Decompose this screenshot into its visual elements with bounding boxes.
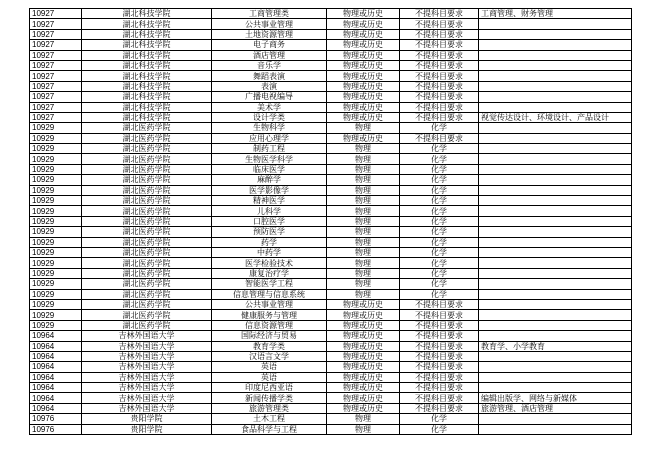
school-code-cell: 10929 [30,279,82,289]
table-row [30,362,632,372]
first-subject-cell: 物理或历史 [327,29,400,39]
second-subject-cell: 不提科目要求 [400,362,479,372]
note-cell [479,133,632,143]
school-name-cell: 湖北科技学院 [82,50,212,60]
school-code-cell: 10929 [30,258,82,268]
table-row [30,227,632,237]
school-name-cell: 湖北医药学院 [82,279,212,289]
second-subject-cell: 不提科目要求 [400,383,479,393]
second-subject-cell: 化学 [400,206,479,216]
major-cell: 精神医学 [212,196,327,206]
first-subject-cell: 物理或历史 [327,310,400,320]
school-name-cell: 湖北医药学院 [82,196,212,206]
school-code-cell: 10927 [30,60,82,70]
school-name-cell: 湖北医药学院 [82,247,212,257]
second-subject-cell: 化学 [400,279,479,289]
school-code-cell: 10927 [30,92,82,102]
school-code-cell: 10976 [30,414,82,424]
first-subject-cell: 物理或历史 [327,393,400,403]
school-code-cell: 10964 [30,372,82,382]
school-name-cell: 吉林外国语大学 [82,393,212,403]
school-name-cell: 吉林外国语大学 [82,341,212,351]
major-cell: 临床医学 [212,164,327,174]
table-row [30,102,632,112]
first-subject-cell: 物理 [327,414,400,424]
table-row [30,133,632,143]
note-cell [479,320,632,330]
school-name-cell: 湖北医药学院 [82,164,212,174]
school-name-cell: 湖北医药学院 [82,299,212,309]
first-subject-cell: 物理 [327,196,400,206]
note-cell [479,40,632,50]
first-subject-cell: 物理 [327,164,400,174]
second-subject-cell: 不提科目要求 [400,71,479,81]
first-subject-cell: 物理 [327,424,400,434]
second-subject-cell: 不提科目要求 [400,320,479,330]
note-cell: 教育学、小学教育 [479,341,632,351]
first-subject-cell: 物理或历史 [327,299,400,309]
table-row [30,164,632,174]
note-cell [479,196,632,206]
school-name-cell: 湖北医药学院 [82,237,212,247]
school-name-cell: 湖北科技学院 [82,71,212,81]
note-cell [479,206,632,216]
school-code-cell: 10964 [30,403,82,413]
school-name-cell: 吉林外国语大学 [82,383,212,393]
school-name-cell: 湖北医药学院 [82,123,212,133]
note-cell: 视觉传达设计、环境设计、产品设计 [479,112,632,122]
first-subject-cell: 物理 [327,144,400,154]
major-cell: 医学影像学 [212,185,327,195]
major-cell: 电子商务 [212,40,327,50]
school-code-cell: 10929 [30,175,82,185]
school-name-cell: 湖北科技学院 [82,60,212,70]
school-name-cell: 湖北医药学院 [82,144,212,154]
table-row [30,351,632,361]
major-cell: 信息管理与信息系统 [212,289,327,299]
major-cell: 音乐学 [212,60,327,70]
note-cell [479,144,632,154]
school-name-cell: 吉林外国语大学 [82,372,212,382]
table-body [30,9,632,435]
school-name-cell: 湖北科技学院 [82,29,212,39]
school-code-cell: 10927 [30,19,82,29]
note-cell [479,247,632,257]
school-code-cell: 10964 [30,362,82,372]
first-subject-cell: 物理或历史 [327,383,400,393]
major-cell: 应用心理学 [212,133,327,143]
major-cell: 公共事业管理 [212,19,327,29]
first-subject-cell: 物理或历史 [327,341,400,351]
table-row [30,372,632,382]
first-subject-cell: 物理或历史 [327,19,400,29]
major-cell: 设计学类 [212,112,327,122]
school-name-cell: 湖北医药学院 [82,289,212,299]
major-cell: 土地资源管理 [212,29,327,39]
note-cell: 编辑出版学、网络与新媒体 [479,393,632,403]
school-code-cell: 10964 [30,393,82,403]
second-subject-cell: 不提科目要求 [400,341,479,351]
major-cell: 教育学类 [212,341,327,351]
second-subject-cell: 化学 [400,154,479,164]
school-name-cell: 贵阳学院 [82,424,212,434]
second-subject-cell: 不提科目要求 [400,112,479,122]
school-code-cell: 10929 [30,310,82,320]
school-name-cell: 湖北医药学院 [82,133,212,143]
table-row [30,341,632,351]
school-name-cell: 湖北医药学院 [82,268,212,278]
second-subject-cell: 化学 [400,175,479,185]
second-subject-cell: 不提科目要求 [400,403,479,413]
table-row [30,289,632,299]
school-code-cell: 10964 [30,351,82,361]
school-name-cell: 吉林外国语大学 [82,351,212,361]
school-code-cell: 10927 [30,71,82,81]
second-subject-cell: 化学 [400,268,479,278]
table-row [30,424,632,434]
major-cell: 印度尼西亚语 [212,383,327,393]
note-cell [479,414,632,424]
first-subject-cell: 物理 [327,154,400,164]
note-cell [479,71,632,81]
school-code-cell: 10964 [30,341,82,351]
table-row [30,92,632,102]
second-subject-cell: 化学 [400,164,479,174]
school-name-cell: 湖北医药学院 [82,310,212,320]
first-subject-cell: 物理 [327,289,400,299]
table-row [30,320,632,330]
second-subject-cell: 不提科目要求 [400,9,479,19]
table-row [30,81,632,91]
note-cell [479,185,632,195]
major-cell: 汉语言文学 [212,351,327,361]
school-name-cell: 湖北医药学院 [82,216,212,226]
note-cell [479,19,632,29]
school-name-cell: 湖北科技学院 [82,9,212,19]
second-subject-cell: 化学 [400,289,479,299]
first-subject-cell: 物理 [327,216,400,226]
second-subject-cell: 不提科目要求 [400,299,479,309]
note-cell [479,175,632,185]
note-cell: 旅游管理、酒店管理 [479,403,632,413]
table-row [30,216,632,226]
first-subject-cell: 物理或历史 [327,92,400,102]
major-cell: 新闻传播学类 [212,393,327,403]
second-subject-cell: 化学 [400,247,479,257]
table-row [30,19,632,29]
school-code-cell: 10929 [30,237,82,247]
school-name-cell: 湖北科技学院 [82,40,212,50]
first-subject-cell: 物理 [327,237,400,247]
note-cell [479,331,632,341]
major-cell: 国际经济与贸易 [212,331,327,341]
major-cell: 公共事业管理 [212,299,327,309]
school-name-cell: 贵阳学院 [82,414,212,424]
note-cell [479,362,632,372]
first-subject-cell: 物理 [327,206,400,216]
second-subject-cell: 化学 [400,216,479,226]
table-row [30,50,632,60]
major-cell: 麻醉学 [212,175,327,185]
table-row [30,29,632,39]
second-subject-cell: 化学 [400,196,479,206]
note-cell [479,29,632,39]
school-code-cell: 10929 [30,154,82,164]
major-cell: 预防医学 [212,227,327,237]
school-name-cell: 湖北医药学院 [82,258,212,268]
first-subject-cell: 物理 [327,247,400,257]
table-row [30,383,632,393]
school-name-cell: 湖北科技学院 [82,102,212,112]
second-subject-cell: 不提科目要求 [400,310,479,320]
major-cell: 旅游管理类 [212,403,327,413]
second-subject-cell: 不提科目要求 [400,133,479,143]
school-code-cell: 10976 [30,424,82,434]
school-code-cell: 10927 [30,29,82,39]
note-cell [479,50,632,60]
school-code-cell: 10929 [30,268,82,278]
first-subject-cell: 物理 [327,258,400,268]
first-subject-cell: 物理 [327,268,400,278]
table-row [30,144,632,154]
second-subject-cell: 不提科目要求 [400,393,479,403]
major-cell: 食品科学与工程 [212,424,327,434]
major-cell: 舞蹈表演 [212,71,327,81]
school-code-cell: 10927 [30,50,82,60]
second-subject-cell: 不提科目要求 [400,92,479,102]
first-subject-cell: 物理或历史 [327,320,400,330]
note-cell [479,268,632,278]
second-subject-cell: 不提科目要求 [400,331,479,341]
school-code-cell: 10929 [30,196,82,206]
note-cell [479,424,632,434]
note-cell [479,81,632,91]
table-row [30,196,632,206]
school-code-cell: 10929 [30,185,82,195]
school-code-cell: 10964 [30,383,82,393]
first-subject-cell: 物理或历史 [327,71,400,81]
major-cell: 英语 [212,362,327,372]
second-subject-cell: 不提科目要求 [400,372,479,382]
school-code-cell: 10927 [30,102,82,112]
school-code-cell: 10929 [30,289,82,299]
first-subject-cell: 物理或历史 [327,60,400,70]
school-code-cell: 10929 [30,216,82,226]
first-subject-cell: 物理或历史 [327,372,400,382]
note-cell [479,237,632,247]
first-subject-cell: 物理或历史 [327,331,400,341]
first-subject-cell: 物理或历史 [327,133,400,143]
major-cell: 信息资源管理 [212,320,327,330]
note-cell [479,310,632,320]
table-row [30,206,632,216]
note-cell [479,123,632,133]
second-subject-cell: 化学 [400,123,479,133]
major-cell: 中药学 [212,247,327,257]
table-row [30,175,632,185]
table-row [30,331,632,341]
first-subject-cell: 物理或历史 [327,403,400,413]
note-cell: 工商管理、财务管理 [479,9,632,19]
first-subject-cell: 物理或历史 [327,351,400,361]
table-row [30,185,632,195]
note-cell [479,92,632,102]
second-subject-cell: 不提科目要求 [400,40,479,50]
second-subject-cell: 化学 [400,227,479,237]
table-row [30,279,632,289]
school-code-cell: 10929 [30,133,82,143]
table-row [30,299,632,309]
major-cell: 酒店管理 [212,50,327,60]
major-cell: 口腔医学 [212,216,327,226]
major-cell: 健康服务与管理 [212,310,327,320]
school-code-cell: 10929 [30,164,82,174]
school-name-cell: 吉林外国语大学 [82,362,212,372]
second-subject-cell: 化学 [400,185,479,195]
second-subject-cell: 不提科目要求 [400,351,479,361]
school-name-cell: 吉林外国语大学 [82,331,212,341]
first-subject-cell: 物理 [327,175,400,185]
school-name-cell: 吉林外国语大学 [82,403,212,413]
major-cell: 美术学 [212,102,327,112]
major-cell: 生物医学科学 [212,154,327,164]
school-name-cell: 湖北医药学院 [82,185,212,195]
second-subject-cell: 不提科目要求 [400,60,479,70]
table-row [30,310,632,320]
second-subject-cell: 不提科目要求 [400,102,479,112]
school-code-cell: 10964 [30,331,82,341]
major-cell: 英语 [212,372,327,382]
table-row [30,247,632,257]
second-subject-cell: 不提科目要求 [400,19,479,29]
school-code-cell: 10929 [30,320,82,330]
school-code-cell: 10929 [30,227,82,237]
major-cell: 生物科学 [212,123,327,133]
school-code-cell: 10929 [30,299,82,309]
note-cell [479,102,632,112]
first-subject-cell: 物理 [327,279,400,289]
note-cell [479,154,632,164]
table-row [30,9,632,19]
note-cell [479,383,632,393]
second-subject-cell: 化学 [400,424,479,434]
major-cell: 工商管理类 [212,9,327,19]
first-subject-cell: 物理或历史 [327,362,400,372]
first-subject-cell: 物理或历史 [327,112,400,122]
school-name-cell: 湖北医药学院 [82,175,212,185]
note-cell [479,164,632,174]
second-subject-cell: 不提科目要求 [400,81,479,91]
school-name-cell: 湖北医药学院 [82,206,212,216]
school-code-cell: 10927 [30,81,82,91]
note-cell [479,60,632,70]
first-subject-cell: 物理 [327,227,400,237]
second-subject-cell: 化学 [400,414,479,424]
school-code-cell: 10929 [30,247,82,257]
second-subject-cell: 化学 [400,237,479,247]
note-cell [479,372,632,382]
major-cell: 智能医学工程 [212,279,327,289]
first-subject-cell: 物理 [327,123,400,133]
table-row [30,60,632,70]
table-row [30,237,632,247]
note-cell [479,279,632,289]
school-code-cell: 10927 [30,40,82,50]
note-cell [479,289,632,299]
major-cell: 表演 [212,81,327,91]
school-name-cell: 湖北科技学院 [82,81,212,91]
major-cell: 儿科学 [212,206,327,216]
note-cell [479,299,632,309]
school-name-cell: 湖北科技学院 [82,92,212,102]
school-code-cell: 10929 [30,123,82,133]
school-name-cell: 湖北医药学院 [82,227,212,237]
note-cell [479,258,632,268]
school-code-cell: 10927 [30,112,82,122]
school-name-cell: 湖北医药学院 [82,320,212,330]
table-row [30,40,632,50]
school-code-cell: 10927 [30,9,82,19]
note-cell [479,227,632,237]
school-code-cell: 10929 [30,144,82,154]
second-subject-cell: 化学 [400,258,479,268]
table-row [30,403,632,413]
school-name-cell: 湖北科技学院 [82,112,212,122]
major-cell: 广播电视编导 [212,92,327,102]
second-subject-cell: 不提科目要求 [400,29,479,39]
major-cell: 康复治疗学 [212,268,327,278]
school-code-cell: 10929 [30,206,82,216]
table-row [30,258,632,268]
table-row [30,154,632,164]
second-subject-cell: 不提科目要求 [400,50,479,60]
second-subject-cell: 化学 [400,144,479,154]
admission-table [29,8,632,435]
first-subject-cell: 物理或历史 [327,50,400,60]
table-row [30,71,632,81]
first-subject-cell: 物理 [327,185,400,195]
first-subject-cell: 物理或历史 [327,102,400,112]
table-row [30,123,632,133]
first-subject-cell: 物理或历史 [327,9,400,19]
first-subject-cell: 物理或历史 [327,40,400,50]
major-cell: 药学 [212,237,327,247]
table-row [30,268,632,278]
table-row [30,393,632,403]
note-cell [479,216,632,226]
table-row [30,414,632,424]
major-cell: 制药工程 [212,144,327,154]
school-name-cell: 湖北科技学院 [82,19,212,29]
major-cell: 土木工程 [212,414,327,424]
table-row [30,112,632,122]
major-cell: 医学检验技术 [212,258,327,268]
first-subject-cell: 物理或历史 [327,81,400,91]
note-cell [479,351,632,361]
school-name-cell: 湖北医药学院 [82,154,212,164]
